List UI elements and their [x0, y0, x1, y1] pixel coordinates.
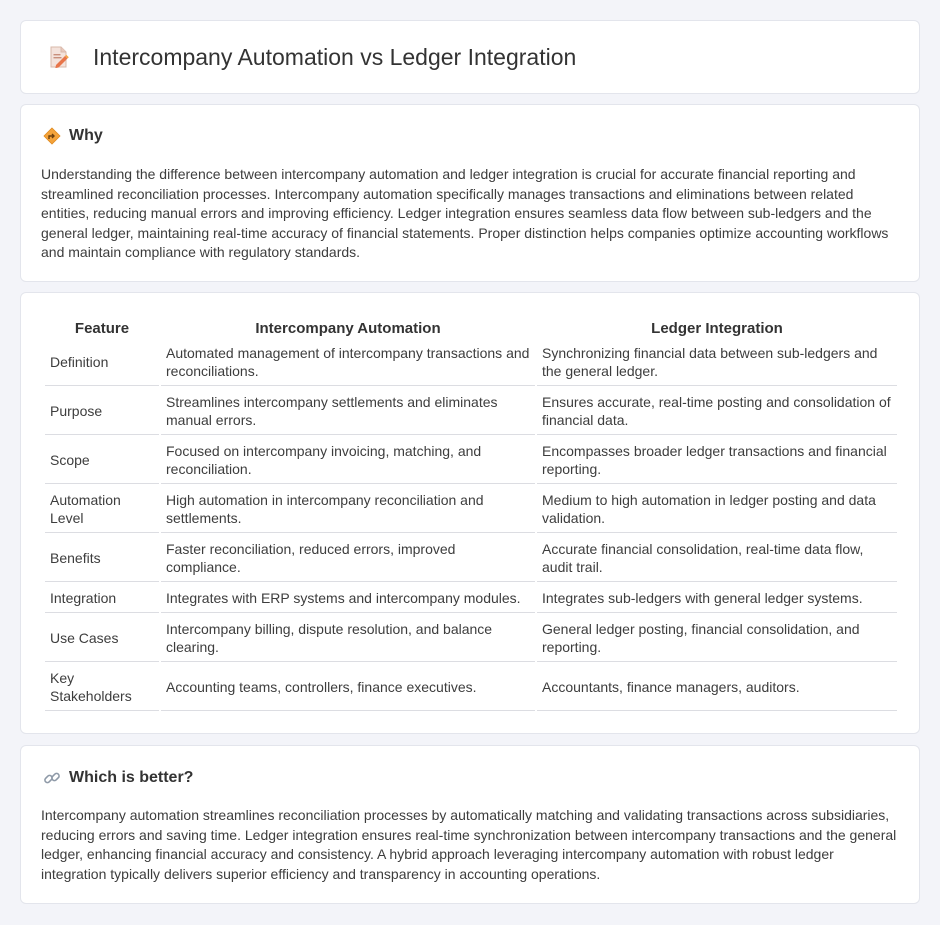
- automation-cell: High automation in intercompany reconciliation and settlements.: [161, 486, 535, 533]
- ledger-cell: General ledger posting, financial consolidation, and reporting.: [537, 615, 897, 662]
- table-row: [45, 339, 897, 386]
- table-row: [45, 664, 897, 711]
- road-sign-icon: [43, 127, 61, 145]
- header-feature: Feature: [74, 320, 130, 337]
- table-row: [45, 535, 897, 582]
- which-is-better-section: [20, 745, 920, 904]
- automation-cell: Intercompany billing, dispute resolution, and balance clearing.: [161, 615, 535, 662]
- table-row: [45, 388, 897, 435]
- better-text: Intercompany automation streamlines reconciliation processes by automatically matching and validating transactions across subsidiaries, reducing errors and saving time. Ledger integration ensures real-time synchronization between intercompany transactions and the general ledger, enhancing financial accuracy and consistency. A hybrid approach leveraging intercompany automation with robust ledger integration typically delivers superior efficiency and transparency in accounting operations.: [41, 807, 897, 882]
- automation-cell: Focused on intercompany invoicing, matching, and reconciliation.: [161, 437, 535, 484]
- ledger-cell: Accountants, finance managers, auditors.: [537, 664, 897, 711]
- ledger-cell: Integrates sub-ledgers with general ledger systems.: [537, 584, 897, 613]
- automation-cell: Faster reconciliation, reduced errors, improved compliance.: [161, 535, 535, 582]
- ledger-cell: Ensures accurate, real-time posting and consolidation of financial data.: [537, 388, 897, 435]
- link-icon: [43, 769, 61, 787]
- feature-cell: Purpose: [45, 388, 159, 435]
- ledger-cell: Accurate financial consolidation, real-time data flow, audit trail.: [537, 535, 897, 582]
- feature-cell: Integration: [45, 584, 159, 613]
- why-section: [20, 104, 920, 282]
- automation-cell: Streamlines intercompany settlements and eliminates manual errors.: [161, 388, 535, 435]
- feature-cell: Automation Level: [45, 486, 159, 533]
- document-edit-icon: [49, 46, 69, 68]
- feature-cell: Benefits: [45, 535, 159, 582]
- comparison-table: [43, 315, 899, 713]
- automation-cell: Integrates with ERP systems and intercompany modules.: [161, 584, 535, 613]
- feature-cell: Key Stakeholders: [45, 664, 159, 711]
- feature-cell: Scope: [45, 437, 159, 484]
- header-card: [20, 20, 920, 94]
- why-text: Understanding the difference between intercompany automation and ledger integration is crucial for accurate financial reporting and streamlined reconciliation processes. Intercompany automation specifically manages transactions and eliminations between related entities, reducing manual errors and improving efficiency. Ledger integration ensures seamless data flow between sub-ledgers and the general ledger, maintaining real-time accuracy of financial statements. Proper distinction helps companies optimize accounting workflows and maintain compliance with regulatory standards.: [41, 166, 889, 261]
- feature-cell: Definition: [45, 339, 159, 386]
- comparison-table-card: [20, 292, 920, 734]
- ledger-cell: Medium to high automation in ledger posting and data validation.: [537, 486, 897, 533]
- ledger-cell: Synchronizing financial data between sub-ledgers and the general ledger.: [537, 339, 897, 386]
- why-heading: Why: [69, 127, 103, 144]
- table-row: [45, 615, 897, 662]
- automation-cell: Accounting teams, controllers, finance executives.: [161, 664, 535, 711]
- feature-cell: Use Cases: [45, 615, 159, 662]
- ledger-cell: Encompasses broader ledger transactions and financial reporting.: [537, 437, 897, 484]
- better-heading: Which is better?: [69, 769, 194, 786]
- header-ledger-integration: Ledger Integration: [651, 320, 783, 337]
- automation-cell: Automated management of intercompany transactions and reconciliations.: [161, 339, 535, 386]
- table-row: [45, 584, 897, 613]
- why-heading-row: [43, 127, 103, 145]
- better-heading-row: [43, 769, 193, 787]
- table-row: [45, 437, 897, 484]
- table-row: [45, 486, 897, 533]
- table-header-row: [45, 317, 897, 337]
- header-intercompany-automation: Intercompany Automation: [255, 320, 441, 337]
- page-title: Intercompany Automation vs Ledger Integration: [93, 43, 577, 70]
